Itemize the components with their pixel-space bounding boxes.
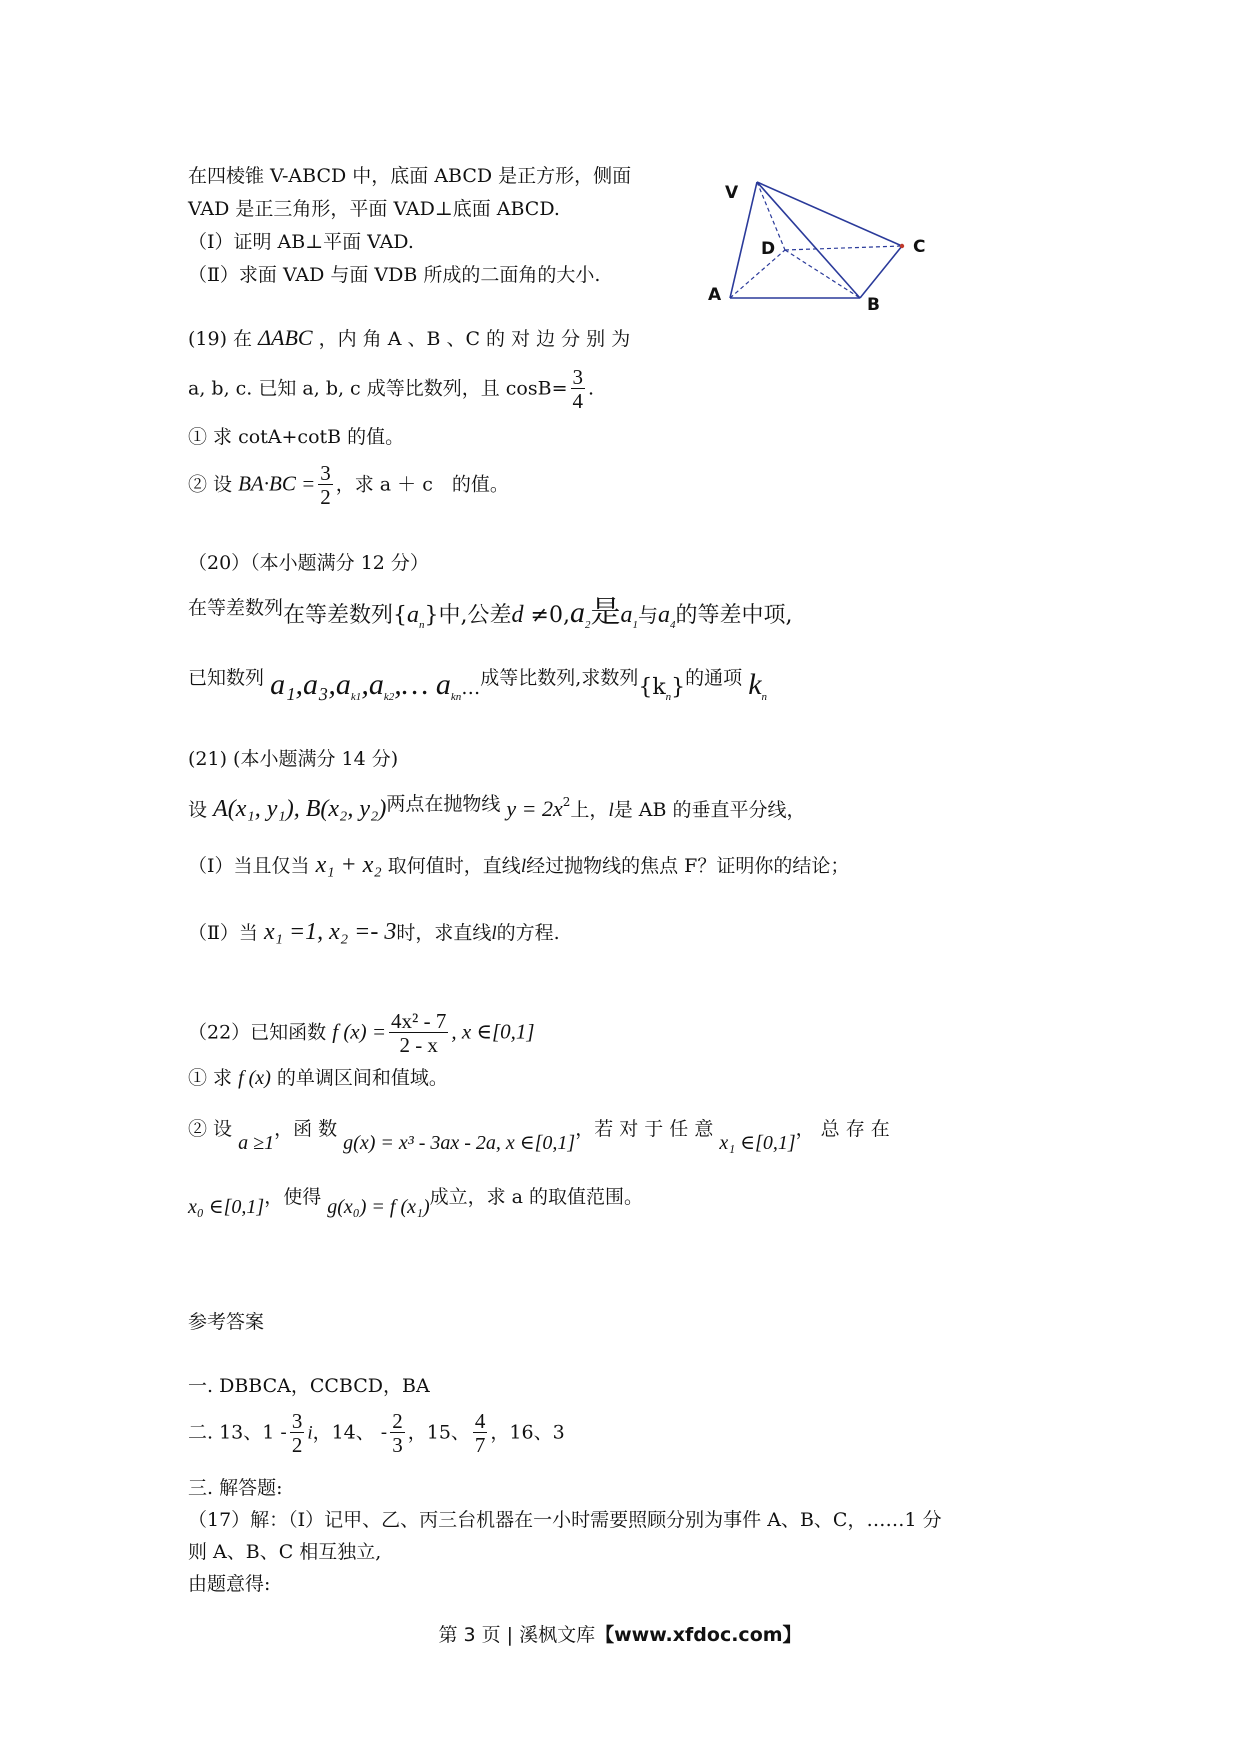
vector-product: BA·BC = <box>238 471 316 496</box>
footer-link[interactable]: 【www.xfdoc.com】 <box>595 1624 802 1646</box>
solution17-line3: 由题意得: <box>188 1573 271 1595</box>
answers-title: 参考答案 <box>188 1311 265 1333</box>
problem22-line3: ② 设 a ≥1，函 数 g(x) = x³ - 3ax - 2a, x ∈[0,1]，若 对 于 任 意 x₁ ∈[0,1]， 总 存 在 <box>188 1118 890 1154</box>
fraction-3-4: $\frac{3}{4}$ <box>572 365 583 413</box>
label-a: A <box>708 285 722 305</box>
problem20-line1: 在等差数列在等差数列$\{a_n\}$中,公差$d \ne 0,a_2$是$a_1$与$a_4$的等差中项, <box>188 595 793 631</box>
problem22-line4: x₀ ∈[0,1]，使得 g(x₀) = f (x₁)成立，求 a 的取值范围。 <box>188 1186 644 1218</box>
answers-section2: 二. 13、1 - $\frac{3}{2}$ i，14、 - $\frac{2}{3}$ ，15、 $\frac{4}{7}$ ，16、3 <box>188 1409 565 1457</box>
label-v: V <box>725 183 739 203</box>
problem21-part1: （Ⅰ）当且仅当 x₁ + x₂ 取何值时，直线l经过抛物线的焦点 F？证明你的结论； <box>188 852 850 878</box>
problem19-line4: ② 设 BA·BC = $\frac{3}{2}$ ，求 a ＋ c 的值。 <box>188 461 509 509</box>
problem18-part1: （Ⅰ）证明 AB⊥平面 VAD. <box>188 231 414 253</box>
solution17-line1: （17）解：（Ⅰ）记甲、乙、丙三台机器在一小时需要照顾分别为事件 A、B、C，……1 分 <box>188 1509 942 1531</box>
answers-section1: 一. DBBCA，CCBCD，BA <box>188 1375 430 1397</box>
problem19-line1: (19) 在 ΔABC ，内 角 A 、B 、C 的 对 边 分 别 为 <box>188 325 631 350</box>
label-c: C <box>913 237 926 257</box>
problem21-line1: 设 A(x₁, y₁), B(x₂, y₂)两点在抛物线 $y = 2x^2$上，l是 AB 的垂直平分线， <box>188 793 806 822</box>
solution17-line2: 则 A、B、C 相互独立, <box>188 1541 382 1563</box>
label-d: D <box>761 239 776 259</box>
footer-text: 第 3 页 | 溪枫文库 <box>438 1624 596 1646</box>
label-b: B <box>867 295 880 315</box>
problem19-line3: ① 求 cotA+cotB 的值。 <box>188 426 405 448</box>
function-fraction: $\frac{\text{4x² - 7}}{2 - x}$ <box>391 1009 447 1057</box>
problem22-line2: ① 求 f (x) 的单调区间和值域。 <box>188 1067 448 1089</box>
problem20-line2: 已知数列 $a_1,a_3,a_{k1},a_{k2},\dots$ $a_{kn}\dots$成等比数列,求数列$\{k_n\}$的通项 $k_n$ <box>188 667 768 703</box>
problem18-line1: 在四棱锥 V-ABCD 中，底面 ABCD 是正方形，侧面 <box>188 165 632 187</box>
triangle-abc: ΔABC <box>258 325 313 350</box>
problem18-part2: （Ⅱ）求面 VAD 与面 VDB 所成的二面角的大小. <box>188 264 601 286</box>
problem22-line1: （22）已知函数 f (x) = $\frac{\text{4x² - 7}}{2 - x}$ , x ∈[0,1] <box>188 1009 535 1057</box>
points-ab: A(x₁, y₁), B(x₂, y₂) <box>213 796 387 822</box>
problem21-part2: （Ⅱ）当 x₁ =1, x₂ =- 3时，求直线l的方程. <box>188 919 560 945</box>
problem21-heading: (21) (本小题满分 14 分) <box>188 748 399 770</box>
problem18-line2: VAD 是正三角形，平面 VAD⊥底面 ABCD. <box>188 198 560 220</box>
answers-section3: 三. 解答题: <box>188 1477 283 1499</box>
problem19-line2: a, b, c. 已知 a, b, c 成等比数列，且 cosB= $\frac{3}{4}$ . <box>188 365 595 413</box>
pyramid-figure <box>705 170 955 320</box>
fraction-3-2: $\frac{3}{2}$ <box>320 461 331 509</box>
problem20-heading: （20）（本小题满分 12 分） <box>188 552 429 574</box>
page-footer <box>0 1620 1240 1647</box>
